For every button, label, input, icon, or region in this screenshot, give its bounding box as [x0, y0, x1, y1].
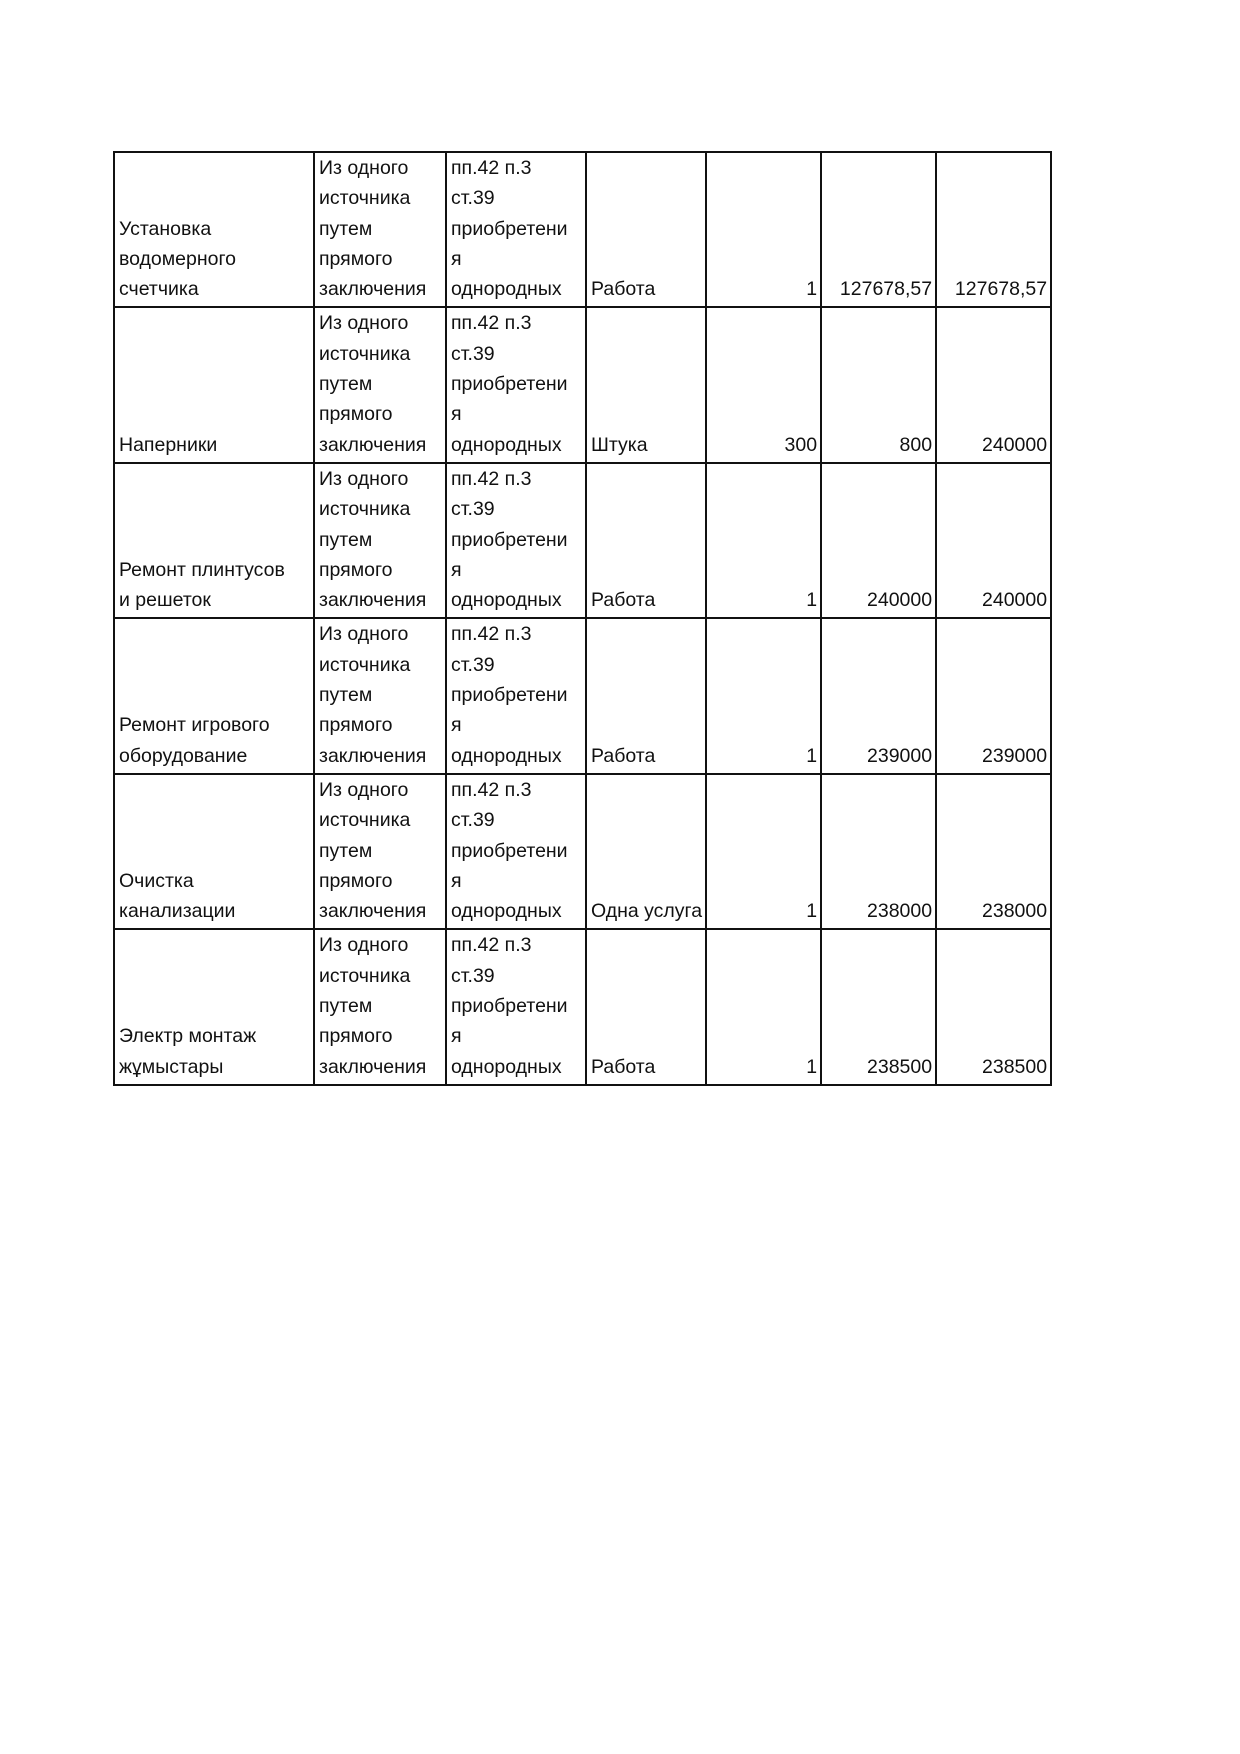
quantity-cell [706, 774, 821, 929]
sum-cell [936, 307, 1051, 462]
legal-basis-cell [446, 618, 586, 773]
item-name-cell [114, 774, 314, 929]
sum-cell [936, 152, 1051, 307]
item-name-cell [114, 618, 314, 773]
unit: Работа [591, 589, 656, 612]
item-name: Очистка канализации [119, 869, 236, 923]
price-cell [821, 152, 936, 307]
quantity-cell [706, 463, 821, 618]
unit: Работа [591, 278, 656, 301]
quantity-cell [706, 618, 821, 773]
sum-cell [936, 929, 1051, 1084]
price: 240000 [867, 589, 933, 612]
legal-basis: пп.42 п.3 ст.39 приобретени я однородных [451, 623, 568, 767]
quantity: 1 [806, 1055, 818, 1078]
legal-basis: пп.42 п.3 ст.39 приобретени я однородных [451, 157, 568, 301]
unit-cell [586, 774, 706, 929]
legal-basis: пп.42 п.3 ст.39 приобретени я однородных [451, 312, 568, 456]
unit: Одна услуга [591, 900, 703, 923]
unit: Работа [591, 1055, 656, 1078]
legal-basis-cell [446, 774, 586, 929]
legal-basis-cell [446, 929, 586, 1084]
item-name-cell [114, 152, 314, 307]
table-row [114, 618, 1051, 773]
price: 238500 [867, 1055, 933, 1078]
procurement-table-body [114, 152, 1051, 1085]
procurement-method-cell [314, 774, 446, 929]
price-cell [821, 463, 936, 618]
legal-basis: пп.42 п.3 ст.39 приобретени я однородных [451, 467, 568, 612]
table-row [114, 929, 1051, 1084]
unit-cell [586, 152, 706, 307]
sum: 238000 [982, 900, 1048, 923]
procurement-method: Из одного источника путем прямого заключения [319, 312, 427, 456]
price-cell [821, 929, 936, 1084]
sum-cell [936, 618, 1051, 773]
sum: 240000 [982, 589, 1048, 612]
legal-basis: пп.42 п.3 ст.39 приобретени я однородных [451, 934, 568, 1078]
legal-basis: пп.42 п.3 ст.39 приобретени я однородных [451, 778, 568, 923]
item-name-cell [114, 929, 314, 1084]
price: 127678,57 [839, 278, 933, 301]
procurement-method-cell [314, 152, 446, 307]
legal-basis-cell [446, 152, 586, 307]
unit-cell [586, 463, 706, 618]
quantity: 1 [806, 744, 818, 767]
unit-cell [586, 929, 706, 1084]
unit-cell [586, 307, 706, 462]
sum-cell [936, 463, 1051, 618]
quantity: 1 [806, 900, 818, 923]
sum: 127678,57 [954, 278, 1048, 301]
item-name: Ремонт плинтусов и решеток [119, 558, 285, 612]
procurement-method-cell [314, 618, 446, 773]
quantity-cell [706, 152, 821, 307]
procurement-method-cell [314, 307, 446, 462]
legal-basis-cell [446, 307, 586, 462]
price: 239000 [867, 744, 933, 767]
quantity: 1 [806, 589, 818, 612]
item-name: Наперники [119, 433, 218, 456]
procurement-method: Из одного источника путем прямого заключения [319, 934, 427, 1078]
sum: 238500 [982, 1055, 1048, 1078]
price: 238000 [867, 900, 933, 923]
unit-cell [586, 618, 706, 773]
item-name: Электр монтаж жұмыстары [119, 1025, 257, 1078]
quantity: 1 [806, 278, 818, 301]
procurement-method-cell [314, 463, 446, 618]
sum-cell [936, 774, 1051, 929]
price-cell [821, 307, 936, 462]
price: 800 [899, 433, 933, 456]
table-row [114, 774, 1051, 929]
sum: 240000 [982, 433, 1048, 456]
item-name-cell [114, 307, 314, 462]
legal-basis-cell [446, 463, 586, 618]
procurement-table [113, 151, 1052, 1086]
unit: Штука [591, 433, 648, 456]
quantity: 300 [784, 433, 818, 456]
procurement-method: Из одного источника путем прямого заключения [319, 157, 427, 301]
item-name: Ремонт игрового оборудование [119, 714, 270, 767]
sum: 239000 [982, 744, 1048, 767]
item-name-cell [114, 463, 314, 618]
procurement-method: Из одного источника путем прямого заключения [319, 778, 427, 923]
procurement-method-cell [314, 929, 446, 1084]
price-cell [821, 618, 936, 773]
quantity-cell [706, 307, 821, 462]
table-row [114, 463, 1051, 618]
item-name: Установка водомерного счетчика [119, 217, 237, 301]
procurement-method: Из одного источника путем прямого заключения [319, 467, 427, 612]
table-row [114, 307, 1051, 462]
price-cell [821, 774, 936, 929]
table-row [114, 152, 1051, 307]
unit: Работа [591, 744, 656, 767]
quantity-cell [706, 929, 821, 1084]
procurement-method: Из одного источника путем прямого заключения [319, 623, 427, 767]
